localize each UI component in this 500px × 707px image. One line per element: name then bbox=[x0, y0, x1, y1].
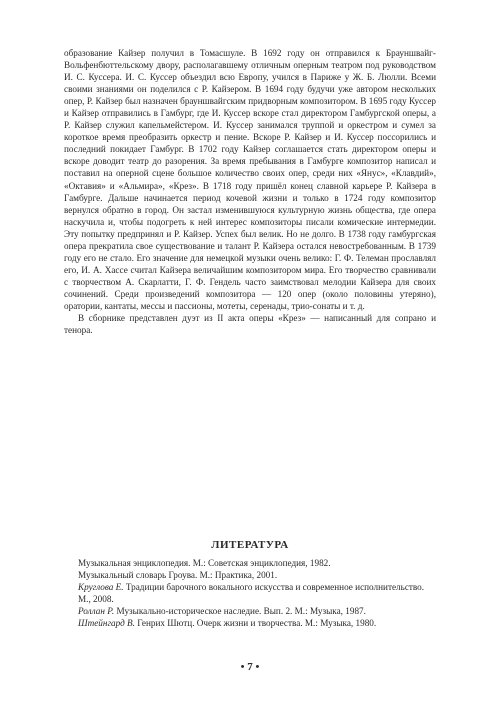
reference-text: Музыкальный словарь Гроува. М.: Практика, 2001. bbox=[78, 570, 278, 581]
reference-author: Круглова Е. bbox=[78, 582, 124, 593]
reference-text: Музыкально-историческое наследие. Вып. 2. М.: Музыка, 1987. bbox=[114, 606, 366, 617]
paragraph-collection-note: В сборнике представлен дуэт из II акта оперы «Крез» — написанный для сопрано и тенора. bbox=[64, 313, 436, 336]
literature-heading: ЛИТЕРАТУРА bbox=[211, 539, 289, 551]
reference-list bbox=[64, 557, 436, 630]
reference-author: Роллан Р. bbox=[78, 606, 115, 617]
reference-text: Генрих Шютц. Очерк жизни и творчества. М.: Музыка, 1980. bbox=[134, 618, 377, 629]
reference-item bbox=[64, 617, 436, 629]
reference-item bbox=[64, 605, 436, 617]
paragraph-biography: образование Кайзер получил в Томасшуле. В 1692 году он отправился к Брауншвайг-Вольфенбюттельскому двору, располагавшему отличным оперным театром под руководством И. С. Куссера. И. С. Куссер объездил всю Европу, учился в Париже у Ж. Б. Люлли. Всеми своими знаниями он поделился с Р. Кайзером. В 1694 году будучи уже автором нескольких опер, Р. Кайзер был назначен брауншвайгским придворным композитором. В 1695 году Куссер и Кайзер отправились в Гамбург, где И. Куссер вскоре стал директором Гамбургской оперы, а Р. Кайзер служил капельмейстером. И. Куссер занимался труппой и оркестром и сумел за короткое время преобразить оркестр и пение. Вскоре Р. Кайзер и И. Куссер поссорились и последний покидает Гамбург. В 1702 году Кайзер соглашается стать директором оперы и вскоре доводит театр до разорения. За время пребывания в Гамбурге композитор написал и поставил на оперной сцене большое количество своих опер, среди них «Янус», «Клавдий», «Октавия» и «Альмира», «Крез». В 1718 году пришёл конец славной карьере Р. Кайзера в Гамбурге. Дальше начинается период кочевой жизни и только в 1724 году композитор вернулся обратно в город. Он застал изменившуюся культурную жизнь общества, где опера наскучила и, чтобы подогреть к ней интерес композиторы писали комические интермедии. Эту попытку предпринял и Р. Кайзер. Успех был велик. Но не долго. В 1738 году гамбургская опера прекратила свое существование и талант Р. Кайзера остался невостребованным. В 1739 году его не стало. Его значение для немецкой музыки очень велико: Г. Ф. Телеман прославлял его, И. А. Хассе считал Кайзера величайшим композитором мира. Его творчество сравнивали с творчеством А. Скарлатти, Г. Ф. Гендель часто заимствовал мелодии Кайзера для своих сочинений. Среди произведений композитора — 120 опер (около половины утеряно), оратории, кантаты, мессы и пассионы, мотеты, серенады, трио-сонаты и т. д. bbox=[64, 48, 436, 311]
reference-text: Музыкальная энциклопедия. М.: Советская энциклопедия, 1982. bbox=[78, 558, 331, 568]
reference-text: Традиции барочного вокального искусства и современное исполнительство. М., 2008. bbox=[78, 582, 425, 605]
reference-item bbox=[64, 557, 436, 569]
reference-item bbox=[64, 569, 436, 581]
reference-item bbox=[64, 581, 436, 605]
main-text bbox=[64, 47, 436, 336]
page-number: • 7 • bbox=[240, 661, 260, 673]
reference-author: Штейнгард В. bbox=[78, 618, 135, 629]
